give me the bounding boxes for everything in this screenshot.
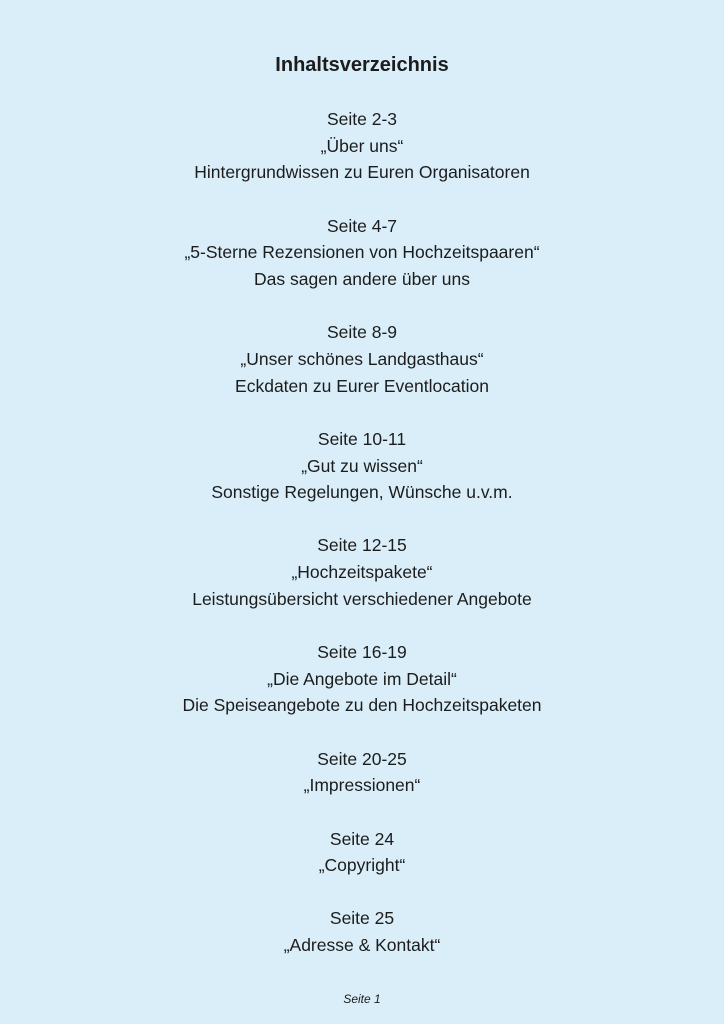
- toc-entry-description: Hintergrundwissen zu Euren Organisatoren: [194, 162, 530, 183]
- page-number-footer: Seite 1: [343, 992, 381, 1006]
- toc-entry: [0, 746, 724, 799]
- toc-entry-heading: „Gut zu wissen“: [301, 455, 423, 476]
- toc-entry: [0, 532, 724, 612]
- toc-entry: [0, 213, 724, 293]
- toc-entry-heading: „Impressionen“: [303, 775, 421, 796]
- toc-entry-description: Sonstige Regelungen, Wünsche u.v.m.: [211, 482, 513, 503]
- toc-entry: [0, 905, 724, 958]
- toc-entry-pages: Seite 20-25: [317, 748, 407, 769]
- table-of-contents: [0, 106, 724, 985]
- toc-entry-pages: Seite 24: [329, 828, 395, 849]
- toc-entry: [0, 106, 724, 186]
- toc-entry: [0, 826, 724, 879]
- toc-entry-pages: Seite 10-11: [317, 428, 407, 449]
- toc-entry: [0, 639, 724, 719]
- toc-entry-heading: „Die Angebote im Detail“: [267, 668, 457, 689]
- toc-entry-heading: „Über uns“: [320, 135, 404, 156]
- toc-entry-heading: „Unser schönes Landgasthaus“: [240, 348, 484, 369]
- toc-entry: [0, 319, 724, 399]
- toc-entry-description: Leistungsübersicht verschiedener Angebote: [192, 588, 532, 609]
- toc-entry-description: Eckdaten zu Eurer Eventlocation: [235, 375, 489, 396]
- toc-entry-heading: „Hochzeitspakete“: [291, 562, 433, 583]
- toc-entry-pages: Seite 16-19: [317, 642, 407, 663]
- toc-entry-heading: „5-Sterne Rezensionen von Hochzeitspaaren“: [184, 242, 540, 263]
- toc-entry-pages: Seite 12-15: [317, 535, 407, 556]
- toc-entry-pages: Seite 2-3: [326, 109, 398, 129]
- toc-entry-pages: Seite 4-7: [326, 215, 398, 236]
- toc-entry-heading: „Adresse & Kontakt“: [283, 935, 441, 956]
- toc-entry-pages: Seite 25: [329, 908, 395, 929]
- page-title: Inhaltsverzeichnis: [275, 54, 449, 76]
- toc-entry-heading: „Copyright“: [318, 855, 406, 876]
- toc-entry-description: Das sagen andere über uns: [254, 269, 470, 290]
- toc-entry-description: Die Speiseangebote zu den Hochzeitspaketen: [182, 695, 542, 716]
- toc-entry: [0, 426, 724, 506]
- toc-entry-pages: Seite 8-9: [326, 322, 398, 343]
